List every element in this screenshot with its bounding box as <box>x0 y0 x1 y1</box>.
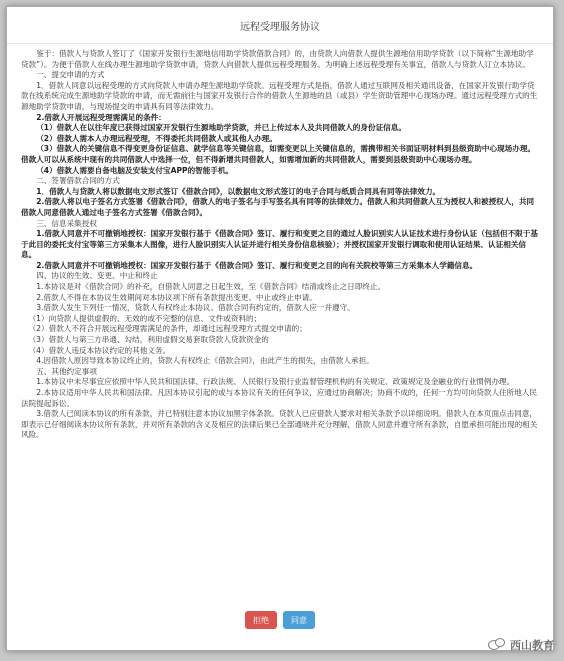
agree-button[interactable]: 同意 <box>283 611 315 629</box>
section-1-condition-4: （4）借款人需要自备电脑及安装支付宝APP的智能手机。 <box>36 165 234 175</box>
section-4-item-4: （4）借款人违反本协议约定的其他义务。 <box>28 345 171 355</box>
agreement-modal <box>6 6 554 651</box>
modal-title: 远程受理服务协议 <box>240 21 320 33</box>
section-4-para-4: 4.因借款人原因导致本协议终止的，贷款人有权终止《借款合同》，由此产生的损失，由借款人承担。 <box>36 356 374 366</box>
reject-button[interactable]: 拒绝 <box>245 611 277 629</box>
watermark <box>488 637 554 653</box>
section-4-para-3: 3.借款人发生下列任一情况，贷款人有权终止本协议。借款合同有约定的，借款人应一并遵守。 <box>36 303 355 313</box>
section-4-item-3: （3）借款人与第三方串通、勾结，利用虚假交易套取贷款人贷款资金的 <box>28 335 269 345</box>
section-1-condition-2: （2）借款人需本人办理远程受理，不得委托共同借款人或其他人办理。 <box>36 133 277 143</box>
intro-paragraph: 鉴于：借款人与贷款人签订了《国家开发银行生源地信用助学贷款借款合同》的，由贷款人向借款人提供生源地信用助学贷款（以下简称“生源地助学贷款”）。为便于借款人在线办理生源地助学贷款申请，贷款人向借款人提供远程受理服务。为明确上述远程受理有关事宜，借款人与贷款人订立本协议。 <box>21 49 534 69</box>
section-1-para-2: 2.借款人开展远程受理需满足的条件： <box>36 112 166 122</box>
section-3-title: 三、信息采集授权 <box>36 218 97 228</box>
section-2-para-1: 1．借款人与贷款人将以数据电文形式签订《借款合同》，以数据电文形式签订的电子合同与纸质合同具有同等法律效力。 <box>36 186 441 196</box>
section-5-para-3: 3.借款人已阅读本协议的所有条款，并已特别注意本协议加黑字体条款。贷款人已应借款人要求对相关条款予以详细说明。借款人在本页面点击同意，即表示已仔细阅读本协议所有条款，并对所有条款的含义及相应的法律后果已全部通晓并充分理解，借款人同意并遵守所有条款，自愿承担可能出现的相关风险。 <box>21 409 538 440</box>
section-5-title: 五、其他约定事项 <box>36 366 97 376</box>
section-4-item-1: （1）向贷款人提供虚假的、无效的或不完整的信息、文件或资料的； <box>28 313 262 323</box>
modal-header <box>7 7 553 44</box>
section-4-item-2: （2）借款人不符合开展远程受理需满足的条件，却通过远程受理方式提交申请的； <box>28 324 307 334</box>
section-4-para-1: 1.本协议是对《借款合同》的补充，自借款人同意之日起生效，至《借款合同》结清或终止之日即终止。 <box>36 282 386 292</box>
wechat-icon <box>488 638 506 652</box>
section-5-para-1: 1.本协议中未尽事宜应依照中华人民共和国法律、行政法规、人民银行及银行业监督管理机构的有关规定、政策规定及金融业的行业惯例办理。 <box>36 377 515 387</box>
agreement-text[interactable] <box>21 49 539 597</box>
section-5-para-2: 2.本协议适用中华人民共和国法律。凡因本协议引起的或与本协议有关的任何争议，应通过协商解决；协商不成的，任何一方均可向贷款人住所地人民法院提起诉讼。 <box>21 388 538 408</box>
section-1-condition-3: （3）借款人的关键信息不得变更身份证信息、就学信息等关键信息，如需变更以上关键信息的，需携带相关书面证明材料到县级资助中心现场办理。借款人可以从系统中现有的共同借款人中选择一位，但不得新增共同借款人，如需增加新的共同借款人，需要到县级资助中心现场办理。 <box>21 144 536 164</box>
section-1-para-1: 1．借款人同意以远程受理的方式向贷款人申请办理生源地助学贷款。远程受理方式是指，借款人通过互联网及相关通讯设备，在国家开发银行助学贷款在线系统完成生源地助学贷款的申请，而无需前往与国家开发银行合作的借款人生源地的县（或县）学生资助管理中心现场办理。通过远程受理方式的生源地助学贷款申请，与现场提交的申请具有同等法律效力。 <box>21 80 538 111</box>
section-1-title: 一、提交申请的方式 <box>36 70 105 80</box>
watermark-text: 西山教育 <box>510 639 554 652</box>
section-3-para-2: 2.借款人同意并不可撤销地授权：国家开发银行基于《借款合同》签订、履行和变更之目的向有关院校等第三方采集本人学籍信息。 <box>36 260 478 270</box>
section-3-para-1: 1.借款人同意并不可撤销地授权：国家开发银行基于《借款合同》签订、履行和变更之目的通过人脸识别实人认证技术进行身份认证（包括但不限于基于此目的委托支付宝等第三方采集本人图像，进行人脸识别实人认证并进行相关身份信息核验）；并授权国家开发银行调取和使用认证结果、认证相关信息。 <box>21 229 538 260</box>
section-1-condition-1: （1）借款人在以往年度已获得过国家开发银行生源地助学贷款，并已上传过本人及共同借款人的身份证信息。 <box>36 123 406 133</box>
section-4-para-2: 2.借款人不得在本协议生效期间对本协议项下所有条款提出变更、中止或终止申请。 <box>36 292 317 302</box>
section-2-title: 二、签署借款合同的方式 <box>36 176 120 186</box>
section-2-para-2: 2.借款人将以电子签名方式签署《借款合同》，借款人的电子签名与手写签名具有同等的法律效力。借款人和共同借款人互为授权人和被授权人，共同借款人同意借款人通过电子签名方式签署《借款合同》。 <box>21 197 535 217</box>
modal-footer <box>7 605 553 635</box>
section-4-title: 四、协议的生效、变更、中止和终止 <box>36 271 158 281</box>
